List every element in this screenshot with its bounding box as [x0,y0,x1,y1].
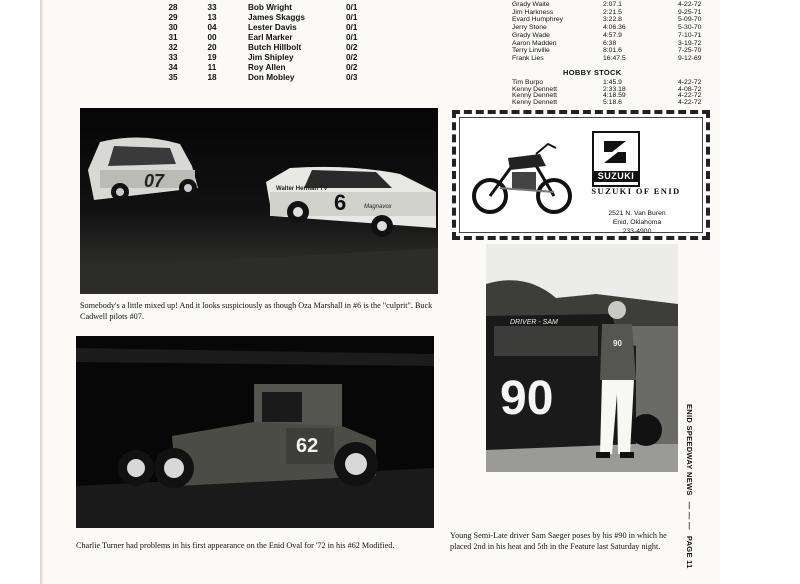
driver-name: Grady Wade [512,31,550,39]
driver-name: Evard Humphrey [512,16,563,24]
record: 0/2 [346,53,358,62]
driver-name: Tim Burpo [512,79,544,86]
record-time: 4:18.59 [603,92,626,100]
record-date: 9-12-69 [678,54,702,62]
driver-name: Frank Lies [512,54,544,62]
car-07-number: 07 [144,171,165,191]
standings-position: 35 [168,73,178,82]
caption-night-race: Somebody's a little mixed up! And it looks suspiciously as though Oza Marshall in #6 is the "culprit". Buck Cadwell pilots #07. [80,301,433,321]
photo-semi-late-90 [486,244,678,472]
dealer-address-line1: 2521 N. Van Buren [608,210,666,217]
car-number: 33 [207,3,217,12]
dealer-phone: 233-4900 [622,228,652,235]
record-time: 16:47.5 [603,54,626,62]
car-90-number: 90 [500,372,554,425]
caption-semi-late-90: Young Semi-Late driver Sam Saeger poses by his #90 in which he placed 2nd in his heat and 5th in the Feature last Saturday night. [450,531,667,551]
record-date: 4-22-72 [678,92,702,100]
record-time: 3:22.8 [603,16,622,24]
driver-name: Jim Shipley [248,53,294,62]
record-date: 4-22-72 [678,98,702,106]
car-number: 20 [207,43,217,52]
driver-name: Lester Davis [248,23,297,32]
newspaper-name: ENID SPEEDWAY NEWS [685,404,694,496]
suzuki-advertisement [452,110,710,240]
car-number: 18 [207,73,217,82]
standings-position: 32 [168,43,178,52]
record-time: 6:38 [603,39,617,47]
brand-name: SUZUKI [594,171,638,182]
driver-name: Aaron Madden [512,39,557,47]
car-number: 19 [207,53,217,62]
car-90-driver-banner: DRIVER - SAM [510,319,558,326]
record-date: 4-22-72 [678,1,702,8]
record-date: 4-08-72 [678,85,702,93]
dealer-address-line2: Enid, Oklahoma [612,219,662,226]
car-07 [88,137,198,201]
suzuki-logo [592,131,640,187]
car-number: 04 [207,23,217,32]
driver-name: Earl Marker [248,33,293,42]
car-number: 13 [207,13,217,22]
standings-position: 31 [168,33,178,42]
caption-modified-62: Charlie Turner had problems in his first appearance on the Enid Oval for '72 in his #62 Modified. [76,541,395,550]
standings-position: 33 [168,53,178,62]
record-time: 2:21.5 [603,8,622,16]
record: 0/1 [346,23,358,32]
standings-position: 28 [168,3,178,12]
record: 0/1 [346,3,358,12]
page-number: PAGE 11 [685,535,694,569]
record-date: 7-10-71 [678,31,702,39]
record-time: 4:06.36 [603,24,626,32]
record-date: 5-30-70 [678,24,702,32]
driver-name: Bob Wright [248,3,292,12]
driver-name: Roy Allen [248,63,286,72]
record-time: 2:07.1 [603,1,622,8]
record: 0/1 [346,33,358,42]
record-time: 2:33.18 [603,85,626,93]
record-date: 7-25-70 [678,47,702,55]
photo-night-race [80,108,438,294]
record: 0/3 [346,73,358,82]
record: 0/1 [346,13,358,22]
car-6-sponsor: Walter Herman TV [276,186,328,192]
record-time: 5:18.6 [603,98,622,106]
driver-name: Jim Harkness [512,8,554,16]
driver-name: Kenny Dennett [512,85,557,93]
car-number: 11 [207,63,217,72]
driver-name: James Skaggs [248,13,305,22]
record-date: 5-09-70 [678,16,702,24]
record-time: 8:01.6 [603,47,622,55]
suzuki-s-icon [600,137,630,167]
standings-position: 29 [168,13,178,22]
standings-position: 34 [168,63,178,72]
footer-dashes: — — — [685,501,694,530]
driver-name: Kenny Dennett [512,92,557,100]
record-date: 4-22-72 [678,79,702,86]
car-62-number: 62 [296,435,319,457]
hobby-stock-heading: HOBBY STOCK [563,68,622,77]
motorcycle-illustration [470,130,574,216]
dealer-name: SUZUKI OF ENID [591,186,681,196]
driver-name: Jerry Stone [512,24,547,32]
car-6-side-text: Magnavox [364,204,392,210]
car-6-number: 6 [334,190,347,215]
record-date: 3-19-72 [678,39,702,47]
record-time: 1:45.9 [603,79,622,86]
driver-name: Don Mobley [248,73,295,82]
photo-modified-62 [76,336,434,528]
record-time: 4:57.9 [603,31,622,39]
record-date: 9-25-71 [678,8,702,16]
running-footer [685,404,694,569]
driver-name: Grady Waite [512,1,550,8]
ad-frame [459,117,703,233]
car-number: 00 [207,33,217,42]
driver-name: Kenny Dennett [512,98,557,106]
shirt-number: 90 [613,339,622,348]
record: 0/2 [346,43,358,52]
standings-position: 30 [168,23,178,32]
driver-name: Butch Hillbolt [248,43,302,52]
record: 0/2 [346,63,358,72]
driver-name: Terry Linville [512,47,550,55]
